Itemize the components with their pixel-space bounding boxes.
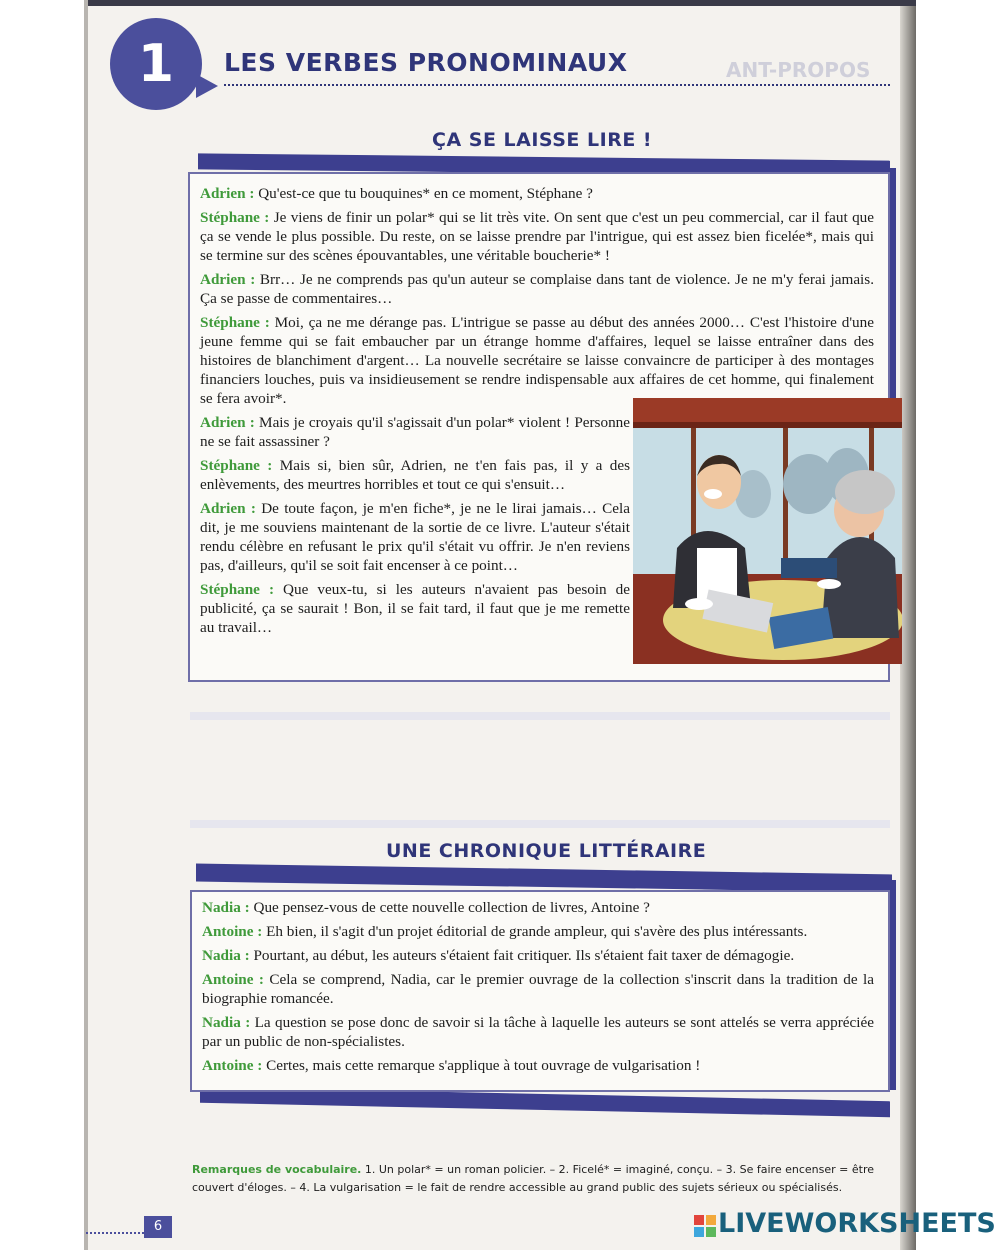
bleed-through-heading: ANT-PROPOS xyxy=(726,58,871,82)
speaker-name: Adrien : xyxy=(200,500,256,517)
dialogue-box-2 xyxy=(190,890,890,1092)
dialogue-line xyxy=(200,580,630,637)
book-spine-shadow xyxy=(900,0,916,1250)
liveworksheets-watermark: LIVEWORKSHEETS xyxy=(718,1208,996,1239)
dialogue-text: Que veux-tu, si les auteurs n'avaient pas besoin de publicité, ça se saurait ! Bon, il se fait tard, il faut que je me remette au travail… xyxy=(200,581,631,636)
page-number-dots xyxy=(86,1232,144,1234)
speaker-name: Adrien : xyxy=(200,185,255,202)
chapter-title-underline xyxy=(224,84,890,86)
speaker-name: Stéphane : xyxy=(200,581,275,598)
speaker-name: Nadia : xyxy=(202,899,250,916)
cafe-illustration xyxy=(633,398,902,664)
speaker-name: Stéphane : xyxy=(200,457,273,474)
speaker-name: Antoine : xyxy=(202,971,264,988)
dialogue-line xyxy=(200,456,630,494)
dialogue-text: Mais je croyais qu'il s'agissait d'un polar* violent ! Personne ne se fait assassiner ? xyxy=(200,414,630,450)
dialogue-text: Moi, ça ne me dérange pas. L'intrigue se passe au début des années 2000… C'est l'histoire d'une jeune femme qui se fait embaucher par un étrange homme d'affaires, lequel se laisse entraîner dans des histoires de blanchiment d'argent… La nouvelle secrétaire se laisse convaincre de participer à des montages financiers louches, puis va insidieusement se rendre indispensable aux affaires de cet homme, qui finalement se fera avoir*. xyxy=(200,314,874,407)
speaker-name: Stéphane : xyxy=(200,209,270,226)
section-title-2: UNE CHRONIQUE LITTÉRAIRE xyxy=(386,840,707,862)
speaker-name: Antoine : xyxy=(202,923,263,940)
dialogue-line xyxy=(202,1056,874,1075)
vocabulary-notes-title: Remarques de vocabulaire. xyxy=(192,1163,362,1176)
dialogue-text: Brr… Je ne comprends pas qu'un auteur se complaise dans tant de violence. Je ne m'y ferai jamais. Ça se passe de commentaires… xyxy=(200,271,874,307)
dialogue-line xyxy=(200,184,874,203)
speaker-name: Antoine : xyxy=(202,1057,263,1074)
dialogue-text: Certes, mais cette remarque s'applique à tout ouvrage de vulgarisation ! xyxy=(262,1057,701,1074)
dialogue-text: Cela se comprend, Nadia, car le premier ouvrage de la collection s'inscrit dans la tradition de la biographie romancée. xyxy=(202,971,875,1007)
dialogue-text: Je viens de finir un polar* qui se lit très vite. On sent que c'est un peu commercial, car il faut que ça se vende le plus possible. Du reste, on se laisse prendre par l'intrigue, qui est assez bien ficelée*, mais qui se termine sur des scènes épouvantables, une véritable boucherie* ! xyxy=(200,209,875,264)
dialogue-text: Pourtant, au début, les auteurs s'étaient fait critiquer. Ils s'étaient fait taxer de démagogie. xyxy=(249,947,795,964)
vocabulary-notes xyxy=(192,1161,898,1197)
dialogue-line xyxy=(202,946,874,965)
dialogue-text: Mais si, bien sûr, Adrien, ne t'en fais pas, il y a des enlèvements, des meurtres horribles et tout ce qui s'ensuit… xyxy=(200,457,630,493)
section-title-1: ÇA SE LAISSE LIRE ! xyxy=(432,129,653,151)
bleed-through-text xyxy=(190,712,890,828)
speaker-name: Stéphane : xyxy=(200,314,270,331)
page-left-edge xyxy=(84,0,88,1250)
dialogue-line xyxy=(202,922,874,941)
page-top-edge xyxy=(86,0,916,6)
dialogue-line xyxy=(200,499,630,575)
dialogue-line xyxy=(200,313,874,408)
dialogue-text: La question se pose donc de savoir si la tâche à laquelle les auteurs se sont attelés se verra appréciée par un public de non-spécialistes. xyxy=(202,1014,874,1050)
speaker-name: Nadia : xyxy=(202,947,250,964)
page-number: 6 xyxy=(144,1216,172,1238)
dialogue-text: De toute façon, je m'en fiche*, je ne le lirai jamais… Cela dit, je me souviens maintenant de la sortie de ce livre. L'auteur s'était rendu célèbre en refusant le prix qu'il s'était vu offrir. Je n'en reviens pas, d'ailleurs, qu'il se soit fait encenser à ce point… xyxy=(200,500,630,574)
speaker-name: Adrien : xyxy=(200,271,256,288)
dialogue-text: Eh bien, il s'agit d'un projet éditorial de grande ampleur, qui s'avère des plus intéressants. xyxy=(262,923,808,940)
dialogue-line xyxy=(200,413,630,451)
dialogue-2-lines xyxy=(202,898,874,1075)
dialogue-line xyxy=(202,898,874,917)
dialogue-line xyxy=(200,208,874,265)
dialogue-line xyxy=(200,270,874,308)
speaker-name: Nadia : xyxy=(202,1014,251,1031)
dialogue-line xyxy=(202,970,874,1008)
liveworksheets-logo-icon xyxy=(694,1215,716,1237)
dialogue-text: Que pensez-vous de cette nouvelle collection de livres, Antoine ? xyxy=(249,899,650,916)
chapter-number: 1 xyxy=(137,34,175,94)
dialogue-text: Qu'est-ce que tu bouquines* en ce moment, Stéphane ? xyxy=(254,185,593,202)
dialogue-line xyxy=(202,1013,874,1051)
speaker-name: Adrien : xyxy=(200,414,255,431)
vocabulary-notes-text: 1. Un polar* = un roman policier. – 2. Ficelé* = imaginé, conçu. – 3. Se faire encenser = être couvert d'éloges. – 4. La vulgarisation = le fait de rendre accessible au grand public des sujets sérieux ou spécialisés. xyxy=(192,1163,874,1194)
chapter-title: LES VERBES PRONOMINAUX xyxy=(224,48,628,77)
